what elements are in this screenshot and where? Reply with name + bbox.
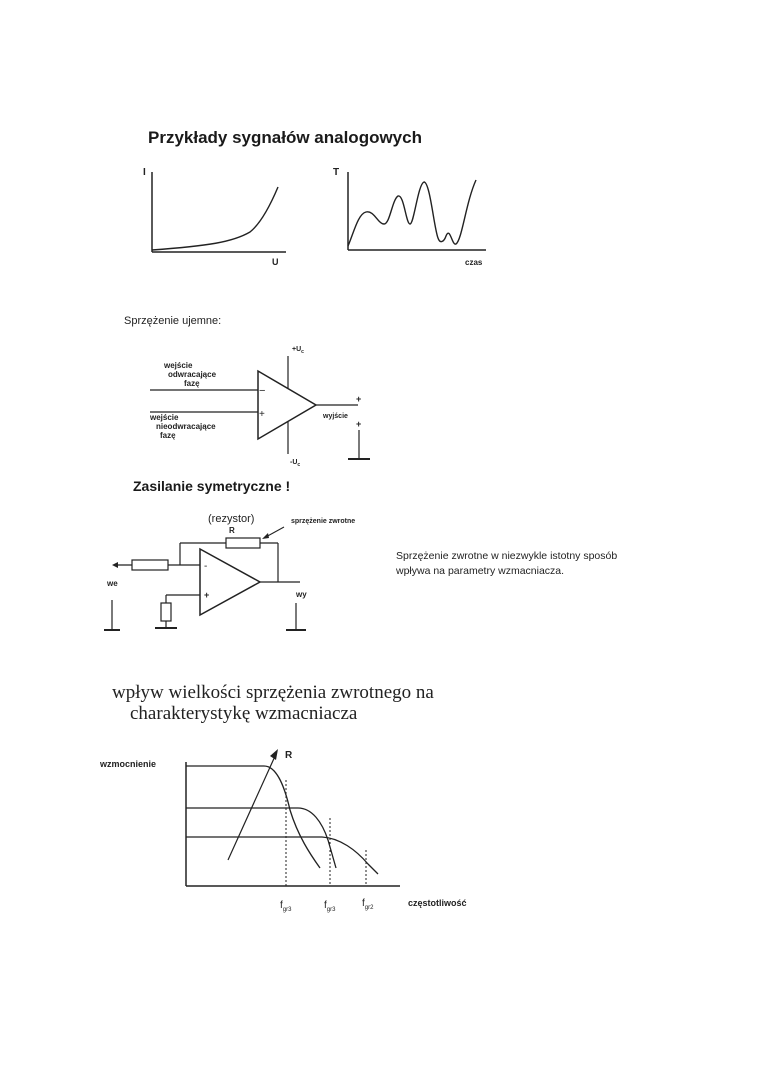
opamp2-plus-sign: +: [204, 590, 210, 600]
noninverting-input-label: [150, 413, 216, 440]
opamp1-output-plus-top: +: [356, 394, 362, 404]
ground-resistor: [161, 603, 171, 621]
graph2-fluctuating-curve: [348, 180, 476, 246]
graph1-x-label: U: [272, 257, 279, 267]
section4-title-line1: wpływ wielkości sprzężenia zwrotnego na: [112, 682, 434, 703]
opamp1-plus-sign: +: [259, 409, 265, 420]
noninverting-input-line3: fazę: [160, 431, 176, 440]
opamp1-triangle: [258, 371, 316, 439]
opamp1-output-label: wyjście: [323, 413, 348, 420]
graph1-y-label: I: [143, 167, 146, 178]
inverting-input-line3: fazę: [184, 379, 200, 388]
section3-title: Zasilanie symetryczne !: [133, 478, 291, 494]
feedback-arrowhead: [262, 533, 269, 539]
noninverting-input-line1: wejście: [150, 413, 179, 422]
opamp2-output-label: wy: [296, 590, 307, 599]
input-resistor: [132, 560, 168, 570]
resistance-arrowhead: [270, 749, 278, 760]
resistance-arrow-label: R: [285, 750, 293, 761]
opamp2-triangle: [200, 549, 260, 615]
opamp-diagram-1: [140, 336, 380, 471]
inverting-input-label: [164, 361, 216, 388]
graph2-x-label: czas: [465, 258, 483, 267]
graph2-y-label: T: [333, 167, 340, 178]
cutoff-label-1: $f_{gr3}$: [280, 900, 292, 913]
opamp-diagram-2: [96, 505, 406, 640]
chart-x-label: częstotliwość: [408, 898, 467, 908]
feedback-note-line1: Sprzężenie zwrotne w niezwykle istotny sposób: [396, 550, 618, 562]
opamp1-output-plus-bottom: +: [356, 419, 362, 429]
graph1-exponential-curve: [152, 187, 278, 250]
section1-title: Przykłady sygnałów analogowych: [148, 128, 422, 147]
feedback-label: sprzężenie zwrotne: [291, 518, 356, 525]
frequency-response-chart: [100, 740, 500, 940]
gain-curve-low: [186, 837, 378, 874]
inverting-input-line2: odwracające: [168, 370, 217, 379]
cutoff-label-3: $f_{gr2}$: [362, 898, 374, 911]
input-arrowhead: [112, 562, 118, 568]
cutoff-label-2: $f_{gr3}$: [324, 900, 336, 913]
section4-title-line2: charakterystykę wzmacniacza: [130, 703, 358, 724]
feedback-resistor: [226, 538, 260, 548]
opamp1-minus-sign: −: [259, 385, 266, 397]
opamp1-minus-supply-label: $-U_c$: [290, 459, 301, 468]
feedback-note-line2: wpływa na parametry wzmacniacza.: [396, 565, 565, 577]
opamp1-plus-supply-label: $+U_c$: [292, 346, 304, 355]
graph-current-voltage: [138, 162, 298, 272]
opamp2-input-label: we: [107, 579, 118, 588]
opamp2-minus-sign: -: [204, 561, 208, 572]
chart-y-label: wzmocnienie: [100, 759, 157, 769]
noninverting-input-line2: nieodwracające: [156, 422, 216, 431]
resistance-arrow: [228, 754, 276, 860]
section2-title: Sprzężenie ujemne:: [124, 315, 222, 327]
gain-curve-high: [186, 766, 320, 868]
resistor-caption: (rezystor): [208, 513, 255, 525]
graph-temperature-time: [328, 162, 498, 272]
inverting-input-line1: wejście: [164, 361, 193, 370]
resistor-label: R: [229, 526, 235, 535]
